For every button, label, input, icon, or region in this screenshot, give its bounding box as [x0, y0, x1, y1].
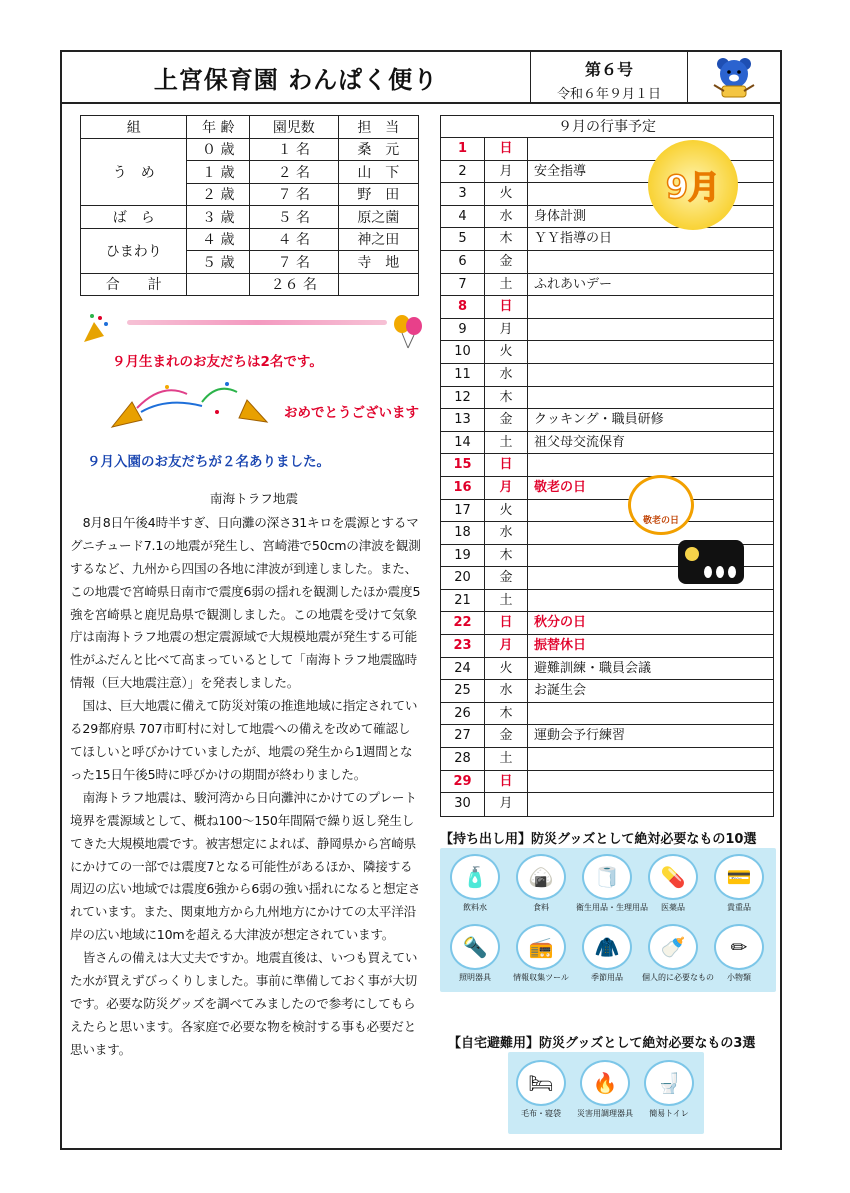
article-paragraph: 皆さんの備えは大丈夫ですか。地震直後は、いつも買えていた水が買えずびっくりしました。事前に準備しておく事が大切です。必要な防災グッズを調べてみましたので参考にしてもらえたらと思います。各家庭で必要な物を検討する事も必要だと思います。: [70, 950, 418, 1057]
calendar-event: [528, 387, 773, 409]
calendar-row: [441, 793, 773, 816]
calendar-date: 16: [441, 477, 485, 499]
calendar-event: [528, 590, 773, 612]
goods-caption: 医薬品: [661, 903, 685, 912]
th-age: 年 齢: [187, 116, 250, 139]
keiro-badge-icon: [628, 475, 694, 535]
carry-goods-panel: [440, 848, 776, 992]
calendar-row: [441, 296, 773, 319]
calendar-date: 10: [441, 341, 485, 363]
total-blank: [338, 273, 418, 296]
goods-icon: 🔥: [580, 1060, 630, 1106]
goods-item: [576, 924, 638, 983]
calendar-weekday: 日: [485, 771, 528, 793]
calendar-weekday: 土: [485, 274, 528, 296]
calendar-date: 28: [441, 748, 485, 770]
goods-item: [576, 854, 648, 913]
issue-date: 令和６年９月１日: [556, 87, 661, 102]
calendar-event: 祖父母交流保育: [534, 434, 626, 450]
calendar-row: [441, 387, 773, 410]
calendar-event: [528, 793, 773, 816]
total-blank: [187, 273, 250, 296]
teacher-cell: 桑 元: [338, 138, 418, 161]
enrollment-message: ９月入園のお友だちが２名ありました。: [87, 454, 330, 470]
calendar-date: 14: [441, 432, 485, 454]
goods-caption: 季節用品: [591, 973, 623, 982]
event-calendar: [440, 115, 774, 817]
calendar-event: [528, 341, 773, 363]
calendar-row: [441, 612, 773, 635]
calendar-row: [441, 635, 773, 658]
group-bara: ば ら: [81, 206, 187, 229]
bear-mascot-icon: [690, 52, 778, 102]
age-cell: ０ 歳: [187, 138, 250, 161]
calendar-weekday: 月: [485, 161, 528, 183]
goods-item: [574, 1060, 636, 1119]
calendar-date: 7: [441, 274, 485, 296]
calendar-row: [441, 274, 773, 297]
calendar-weekday: 金: [485, 251, 528, 273]
total-count: ２６ 名: [249, 273, 338, 296]
goods-item: [642, 854, 704, 913]
calendar-date: 30: [441, 793, 485, 816]
age-cell: ５ 歳: [187, 251, 250, 274]
calendar-event: [528, 703, 773, 725]
calendar-date: 2: [441, 161, 485, 183]
calendar-event: 安全指導: [534, 163, 587, 179]
calendar-date: 9: [441, 319, 485, 341]
teacher-cell: 山 下: [338, 161, 418, 184]
calendar-event: ふれあいデー: [534, 276, 613, 292]
group-himawari: ひまわり: [81, 228, 187, 273]
count-cell: ７ 名: [249, 183, 338, 206]
calendar-weekday: 木: [485, 545, 528, 567]
calendar-event: [528, 364, 773, 386]
calendar-date: 20: [441, 567, 485, 589]
th-group: 組: [81, 116, 187, 139]
calendar-row: [441, 341, 773, 364]
calendar-date: 4: [441, 206, 485, 228]
goods-caption: 簡易トイレ: [649, 1109, 689, 1118]
calendar-weekday: 金: [485, 725, 528, 747]
calendar-row: [441, 658, 773, 681]
teacher-cell: 神之田: [338, 228, 418, 251]
calendar-date: 24: [441, 658, 485, 680]
birthday-message: ９月生まれのお友だちは2名です。: [112, 354, 323, 370]
calendar-date: 27: [441, 725, 485, 747]
goods-icon: 🔦: [450, 924, 500, 970]
age-cell: ２ 歳: [187, 183, 250, 206]
calendar-row: [441, 228, 773, 251]
group-ume: う め: [81, 138, 187, 206]
table-row: [81, 206, 419, 229]
article-paragraph: 国は、巨大地震に備えて防災対策の推進地域に指定されている29都府県 707市町村に対して地震への備えを改めて確認してほしいと呼びかけていましたが、地震の発生から1週間となった15日午後5時に呼びかけの期間が終わりました。: [70, 698, 418, 782]
teacher-cell: 野 田: [338, 183, 418, 206]
goods-icon: 🍙: [516, 854, 566, 900]
teacher-cell: 寺 地: [338, 251, 418, 274]
goods-item: [510, 924, 572, 983]
goods-item: [444, 854, 506, 913]
calendar-date: 29: [441, 771, 485, 793]
calendar-date: 15: [441, 454, 485, 476]
goods-item: [638, 1060, 700, 1119]
count-cell: ７ 名: [249, 251, 338, 274]
month-badge-text: 9月: [665, 168, 721, 206]
calendar-weekday: 月: [485, 793, 528, 816]
table-row: [81, 228, 419, 251]
calendar-row: [441, 319, 773, 342]
home-goods-title: 【自宅避難用】防災グッズとして絶対必要なもの3選: [448, 1036, 756, 1051]
congrats-message: おめでとうございます: [284, 405, 419, 421]
calendar-weekday: 土: [485, 590, 528, 612]
goods-icon: 📻: [516, 924, 566, 970]
count-cell: １ 名: [249, 138, 338, 161]
calendar-weekday: 土: [485, 432, 528, 454]
calendar-weekday: 火: [485, 183, 528, 205]
home-goods-panel: [508, 1052, 704, 1134]
calendar-event: 秋分の日: [534, 615, 587, 631]
calendar-date: 3: [441, 183, 485, 205]
article-nankai: [70, 488, 422, 1062]
calendar-weekday: 日: [485, 138, 528, 160]
calendar-row: [441, 725, 773, 748]
calendar-event: [528, 454, 773, 476]
calendar-event: [528, 319, 773, 341]
count-cell: ２ 名: [249, 161, 338, 184]
calendar-event: [528, 251, 773, 273]
goods-icon: 🧥: [582, 924, 632, 970]
calendar-weekday: 日: [485, 296, 528, 318]
goods-icon: 🧻: [582, 854, 632, 900]
total-row: [81, 273, 419, 296]
calendar-event: 振替休日: [534, 638, 587, 654]
goods-caption: 毛布・寝袋: [521, 1109, 561, 1118]
calendar-weekday: 木: [485, 387, 528, 409]
goods-icon: 💊: [648, 854, 698, 900]
goods-caption: 情報収集ツール: [513, 973, 569, 982]
calendar-date: 26: [441, 703, 485, 725]
th-count: 園児数: [249, 116, 338, 139]
keiro-badge-text: 敬老の日: [642, 516, 679, 526]
calendar-weekday: 火: [485, 500, 528, 522]
party-popper-icon: [80, 312, 110, 346]
goods-icon: 🛏: [516, 1060, 566, 1106]
goods-caption: 照明器具: [459, 973, 491, 982]
calendar-event: ＹＹ指導の日: [534, 231, 613, 247]
calendar-weekday: 土: [485, 748, 528, 770]
calendar-row: [441, 364, 773, 387]
calendar-date: 22: [441, 612, 485, 634]
calendar-event: [528, 748, 773, 770]
calendar-weekday: 水: [485, 522, 528, 544]
calendar-date: 25: [441, 680, 485, 702]
teacher-cell: 原之薗: [338, 206, 418, 229]
confetti-cracker-icon: [107, 372, 272, 432]
header: [62, 52, 780, 104]
total-label: 合 計: [81, 273, 187, 296]
calendar-weekday: 日: [485, 612, 528, 634]
count-cell: ４ 名: [249, 228, 338, 251]
carry-goods-title: 【持ち出し用】防災グッズとして絶対必要なもの10選: [440, 832, 757, 847]
calendar-weekday: 木: [485, 703, 528, 725]
calendar-date: 6: [441, 251, 485, 273]
calendar-weekday: 木: [485, 228, 528, 250]
calendar-row: [441, 500, 773, 523]
calendar-row: [441, 251, 773, 274]
calendar-title: ９月の行事予定: [441, 116, 773, 138]
calendar-event: [528, 771, 773, 793]
calendar-event: [528, 296, 773, 318]
calendar-weekday: 水: [485, 364, 528, 386]
calendar-rows: [441, 138, 773, 816]
calendar-event: 身体計測: [534, 208, 587, 224]
calendar-date: 8: [441, 296, 485, 318]
goods-caption: 飲料水: [463, 903, 487, 912]
calendar-date: 23: [441, 635, 485, 657]
age-cell: ４ 歳: [187, 228, 250, 251]
newsletter-frame: [60, 50, 782, 1150]
goods-item: [510, 1060, 572, 1119]
calendar-weekday: 火: [485, 341, 528, 363]
goods-icon: 🍼: [648, 924, 698, 970]
goods-caption: 小物類: [727, 973, 751, 982]
calendar-row: [441, 454, 773, 477]
calendar-event: クッキング・職員研修: [534, 412, 664, 428]
goods-caption: 衛生用品・生理用品: [576, 903, 648, 912]
calendar-date: 11: [441, 364, 485, 386]
calendar-weekday: 月: [485, 477, 528, 499]
goods-icon: 🧴: [450, 854, 500, 900]
calendar-weekday: 月: [485, 635, 528, 657]
calendar-date: 5: [441, 228, 485, 250]
calendar-weekday: 火: [485, 658, 528, 680]
calendar-weekday: 日: [485, 454, 528, 476]
calendar-date: 19: [441, 545, 485, 567]
goods-caption: 貴重品: [727, 903, 751, 912]
article-paragraph: 8月8日午後4時半すぎ、日向灘の深さ31キロを震源とするマグニチュード7.1の地震が発生し、宮崎港で50cmの津波を観測するなど、九州から四国の各地に津波が到達しました。また、この地震で宮崎県日南市で震度6弱の揺れを観測したほか震度5強を宮崎県と鹿児島県で観測しました。この地震を受けて気象庁は南海トラフ地震の想定震源域で大規模地震が発生する可能性がふだんと比べて高まっているとして「南海トラフ地震臨時情報（巨大地震注意）」を発表しました。: [70, 514, 421, 691]
calendar-date: 12: [441, 387, 485, 409]
calendar-row: [441, 590, 773, 613]
calendar-row: [441, 477, 773, 500]
goods-icon: 🚽: [644, 1060, 694, 1106]
calendar-event: [528, 138, 773, 160]
goods-item: [510, 854, 572, 913]
goods-icon: ✏: [714, 924, 764, 970]
calendar-weekday: 月: [485, 319, 528, 341]
calendar-date: 21: [441, 590, 485, 612]
class-table: [80, 115, 419, 296]
issue-box: [530, 52, 688, 102]
th-teacher: 担 当: [338, 116, 418, 139]
goods-item: [708, 854, 770, 913]
age-cell: １ 歳: [187, 161, 250, 184]
calendar-weekday: 水: [485, 206, 528, 228]
class-table-header: [81, 116, 419, 139]
goods-item: [444, 924, 506, 983]
table-row: [81, 138, 419, 161]
calendar-date: 18: [441, 522, 485, 544]
goods-caption: 食料: [533, 903, 549, 912]
decorative-ribbon: [127, 320, 387, 325]
goods-icon: 💳: [714, 854, 764, 900]
issue-number: 第６号: [584, 60, 633, 79]
calendar-row: [441, 703, 773, 726]
goods-caption: 災害用調理器具: [577, 1109, 633, 1118]
article-paragraph: 南海トラフ地震は、駿河湾から日向灘沖にかけてのプレート境界を震源域として、概ね100～150年間隔で繰り返し発生してきた大規模地震です。被害想定によれば、静岡県から宮崎県にかけての一部では震度7となる可能性があるほか、隣接する周辺の広い地域では震度6強から6弱の強い揺れになると想定されています。また、関東地方から九州地方にかけての太平洋沿岸の広い地域に10mを超える大津波が想定されています。: [70, 789, 421, 943]
calendar-row: [441, 409, 773, 432]
calendar-event: 敬老の日: [534, 479, 587, 495]
goods-caption: 個人的に必要なもの: [642, 973, 714, 982]
calendar-weekday: 水: [485, 680, 528, 702]
calendar-row: [441, 771, 773, 794]
moon-rabbits-icon: [678, 540, 744, 584]
goods-item: [708, 924, 770, 983]
calendar-weekday: 金: [485, 409, 528, 431]
calendar-date: 1: [441, 138, 485, 160]
september-badge-icon: [648, 140, 738, 230]
calendar-row: [441, 432, 773, 455]
calendar-event: お誕生会: [534, 683, 587, 699]
newsletter-title: 上宮保育園 わんぱく便り: [153, 65, 439, 94]
count-cell: ５ 名: [249, 206, 338, 229]
calendar-event: 避難訓練・職員会議: [534, 660, 652, 676]
goods-item: [642, 924, 714, 983]
calendar-date: 13: [441, 409, 485, 431]
calendar-weekday: 金: [485, 567, 528, 589]
calendar-date: 17: [441, 500, 485, 522]
balloon-icon: [392, 314, 424, 350]
calendar-event: 運動会予行練習: [534, 728, 626, 744]
article-title: 南海トラフ地震: [209, 491, 299, 506]
calendar-row: [441, 680, 773, 703]
age-cell: ３ 歳: [187, 206, 250, 229]
calendar-row: [441, 748, 773, 771]
